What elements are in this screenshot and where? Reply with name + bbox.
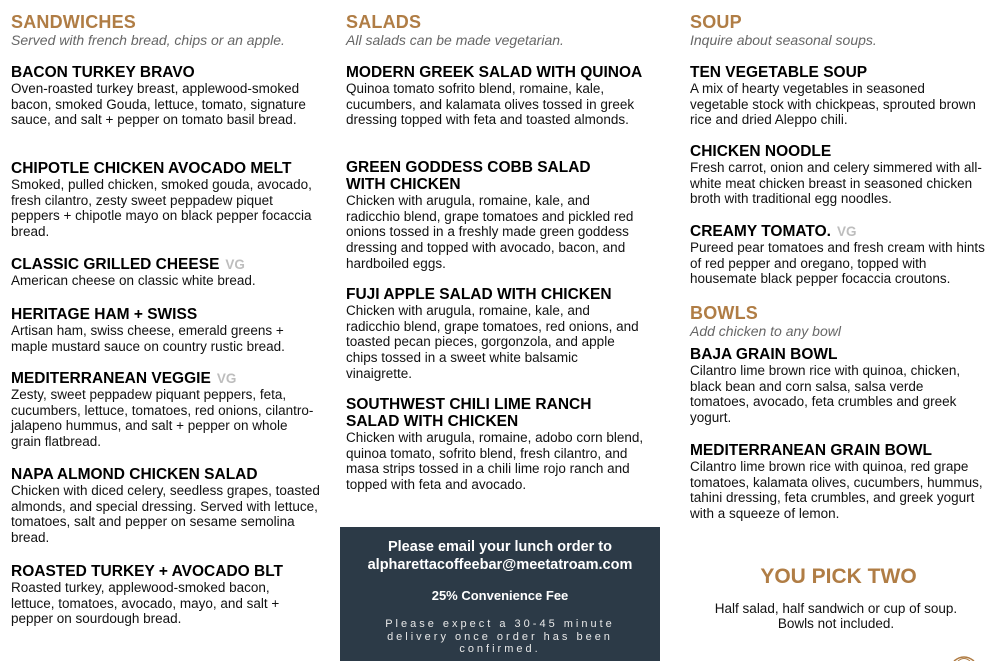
item-description: Chicken with diced celery, seedless grapes, toasted almonds, and special dressing. Served with lettuce, tomatoes, salt and pepper on sesame semolina bread. [11, 483, 320, 546]
menu-item [11, 306, 316, 354]
item-name: BAJA GRAIN BOWL [690, 346, 838, 363]
item-description: American cheese on classic white bread. [11, 273, 256, 288]
item-description: Artisan ham, swiss cheese, emerald greens + maple mustard sauce on country rustic bread. [11, 323, 285, 354]
item-name: SOUTHWEST CHILI LIME RANCH SALAD WITH CHICKEN [346, 396, 592, 430]
order-instruction: Please email your lunch order to [387, 539, 612, 555]
sandwiches-title: SANDWICHES [11, 12, 137, 32]
vegetarian-badge: VG [836, 224, 857, 239]
item-name: NAPA ALMOND CHICKEN SALAD [11, 466, 258, 483]
item-description: A mix of hearty vegetables in seasoned vegetable stock with chickpeas, sprouted brown rice and dried Aleppo chili. [690, 81, 976, 128]
delivery-note: Please expect a 30-45 minute delivery once order has been confirmed. [385, 618, 615, 655]
menu-item [690, 442, 985, 522]
item-name: CHICKEN NOODLE [690, 143, 832, 160]
menu-item [11, 466, 321, 546]
menu-item [11, 160, 321, 240]
salads-title: SALADS [346, 12, 422, 32]
item-name-row [11, 256, 321, 273]
vegetarian-badge: VG [225, 257, 245, 272]
soup-subtitle: Inquire about seasonal soups. [690, 32, 877, 48]
item-description: Cilantro lime brown rice with quinoa, chicken, black bean and corn salsa, salsa verde tomatoes, avocado, feta crumbles and greek yogurt. [690, 363, 961, 426]
item-description: Pureed pear tomatoes and fresh cream with hints of red pepper and oregano, topped with housemate black pepper focaccia croutons. [690, 240, 985, 287]
menu-item [11, 563, 311, 627]
item-name: CHIPOTLE CHICKEN AVOCADO MELT [11, 160, 292, 177]
item-name: MEDITERRANEAN VEGGIE [11, 370, 211, 387]
item-name: FUJI APPLE SALAD WITH CHICKEN [346, 286, 612, 303]
menu-item [690, 223, 985, 287]
item-description: Chicken with arugula, romaine, adobo corn blend, quinoa tomato, sofrito blend, fresh cilantro, and masa strips tossed in a chili lime rojo ranch and topped with feta and avocado. [346, 430, 644, 493]
bowls-subtitle: Add chicken to any bowl [690, 323, 841, 339]
item-description: Cilantro lime brown rice with quinoa, red grape tomatoes, kalamata olives, cucumbers, hummus, tahini dressing, feta crumbles, and greek yogurt with a squeeze of lemon. [690, 459, 983, 522]
item-name-row [11, 370, 321, 387]
item-name: CREAMY TOMATO. [690, 223, 831, 240]
item-description: Smoked, pulled chicken, smoked gouda, avocado, fresh cilantro, zesty sweet peppadew piquet peppers + chipotle mayo on black pepper focaccia bread. [11, 177, 312, 240]
menu-item [346, 286, 646, 382]
pick-two-title: YOU PICK TWO [760, 565, 917, 588]
menu-item [346, 159, 646, 272]
sandwiches-subtitle: Served with french bread, chips or an apple. [11, 32, 285, 48]
soup-title: SOUP [690, 12, 742, 32]
item-description: Chicken with arugula, romaine, kale, and radicchio blend, grape tomatoes and pickled red onions tossed in a freshly made green goddess dressing and topped with avocado, bacon, and hardboiled eggs. [346, 193, 634, 271]
convenience-fee: 25% Convenience Fee [431, 588, 569, 603]
item-name: ROASTED TURKEY + AVOCADO BLT [11, 563, 283, 580]
menu-item [11, 64, 321, 128]
menu-item [11, 370, 321, 450]
item-name: TEN VEGETABLE SOUP [690, 64, 868, 81]
menu-item [690, 64, 980, 128]
pick-two-description: Half salad, half sandwich or cup of soup. Bowls not included. [714, 601, 958, 631]
item-name: CLASSIC GRILLED CHEESE [11, 256, 220, 273]
order-info-box [340, 527, 660, 661]
salads-subtitle: All salads can be made vegetarian. [346, 32, 564, 48]
item-name: HERITAGE HAM + SWISS [11, 306, 198, 323]
menu-item [346, 64, 656, 128]
menu-item [690, 143, 985, 207]
logo-fragment-icon [952, 654, 976, 661]
item-name-row [690, 223, 985, 240]
menu-item [346, 396, 646, 493]
item-name: BACON TURKEY BRAVO [11, 64, 195, 81]
item-description: Chicken with arugula, romaine, kale, and radicchio blend, grape tomatoes, red onions, and toasted pecan pieces, gorgonzola, and apple chips tossed in a sweet white balsamic vinaigrette. [346, 303, 639, 381]
item-description: Quinoa tomato sofrito blend, romaine, kale, cucumbers, and kalamata olives tossed in greek dressing topped with feta and toasted almonds. [346, 81, 635, 128]
item-description: Zesty, sweet peppadew piquant peppers, feta, cucumbers, lettuce, tomatoes, red onions, cilantro-jalapeno hummus, and salt + pepper on whole grain flatbread. [11, 387, 314, 450]
item-name: MEDITERRANEAN GRAIN BOWL [690, 442, 932, 459]
item-name: GREEN GODDESS COBB SALAD WITH CHICKEN [346, 159, 591, 193]
item-name: MODERN GREEK SALAD WITH QUINOA [346, 64, 643, 81]
vegetarian-badge: VG [216, 371, 237, 386]
order-email-link[interactable]: alpharettacoffeebar@meetatroam.com [367, 557, 633, 573]
item-description: Roasted turkey, applewood-smoked bacon, lettuce, tomatoes, avocado, mayo, and salt + pepper on sourdough bread. [11, 580, 280, 627]
bowls-title: BOWLS [690, 303, 758, 323]
item-description: Oven-roasted turkey breast, applewood-smoked bacon, smoked Gouda, lettuce, tomato, signature sauce, and salt + pepper on tomato basil bread. [11, 81, 306, 128]
menu-item [11, 256, 321, 289]
item-description: Fresh carrot, onion and celery simmered with all-white meat chicken breast in seasoned chicken broth with traditional egg noodles. [690, 160, 982, 207]
menu-item [690, 346, 980, 426]
